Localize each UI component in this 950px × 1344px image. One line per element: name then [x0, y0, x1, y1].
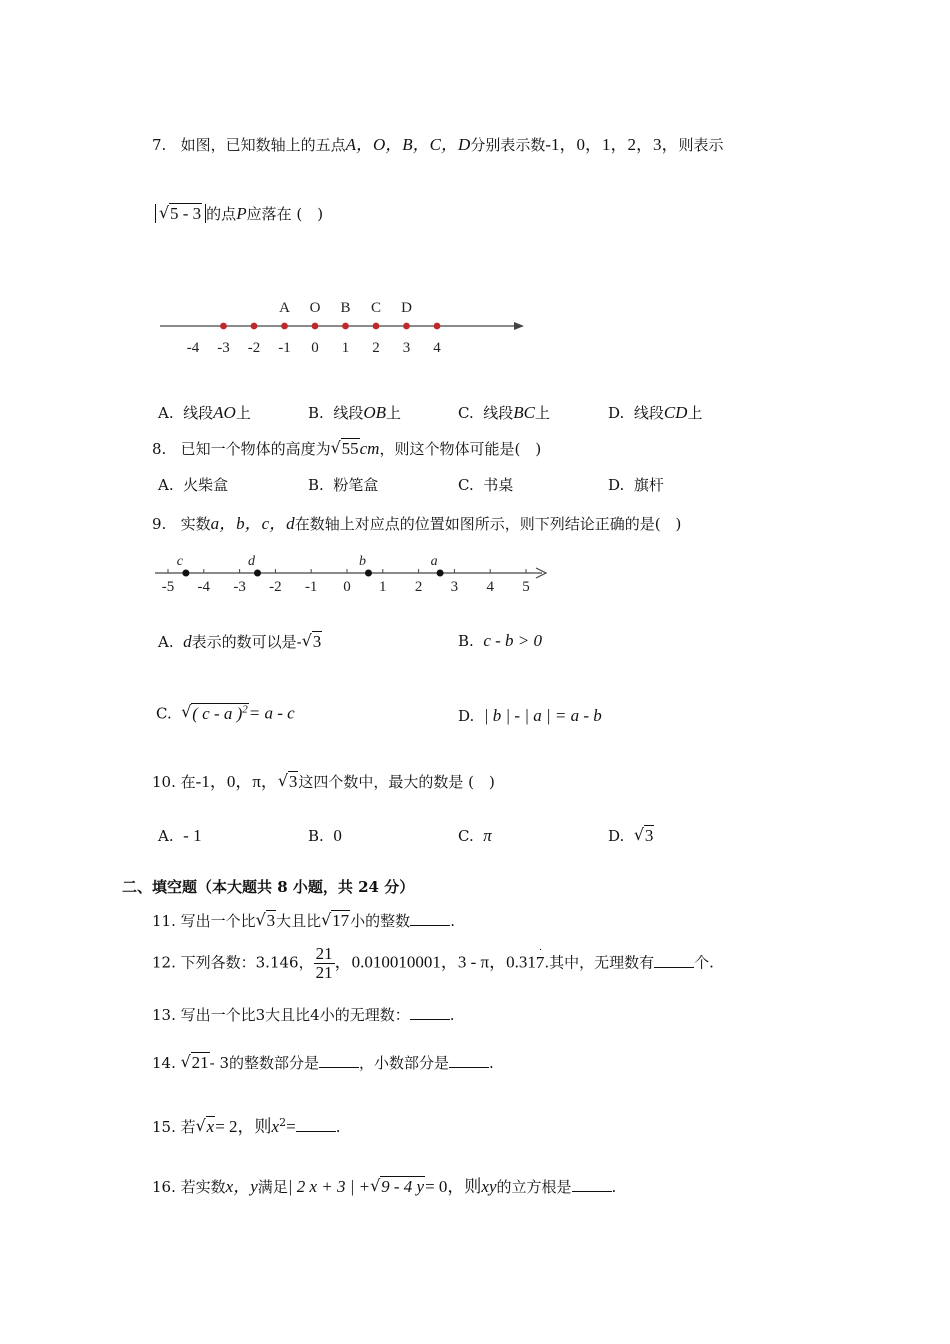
q9-dot-c	[182, 570, 189, 577]
q10-option-a[interactable]: A. - 1	[158, 826, 202, 845]
q7-line2	[155, 203, 323, 224]
q9-dot-a	[437, 570, 444, 577]
q8-option-c[interactable]: C. 书桌	[458, 476, 514, 494]
q11: 11. 写出一个比√ 3大且比√ 17小的整数 .	[152, 910, 455, 931]
q7-label-A: A	[279, 300, 290, 316]
q10-stem: 10. 在-1，0，π，√ 3这四个数中，最大的数是 ( )	[152, 767, 495, 792]
q7-label-O: O	[309, 300, 321, 316]
q9-tick-1: 1	[379, 579, 387, 595]
q7-tick-4: 4	[433, 340, 441, 356]
q14: 14. √ 21- 3的整数部分是 ，小数部分是 .	[152, 1052, 494, 1073]
q7-abs-expr	[155, 204, 206, 223]
q9-option-a[interactable]: A. d表示的数可以是-√ 3	[158, 631, 322, 652]
q11-blank[interactable]	[410, 911, 450, 926]
q7-tick-2: 2	[372, 340, 380, 356]
q16-blank[interactable]	[572, 1177, 612, 1192]
q7-option-c[interactable]: C. 线段BC上	[458, 403, 551, 422]
q8-stem: 8. 已知一个物体的高度为√ 55cm，则这个物体可能是( )	[152, 438, 541, 459]
q7-axis-arrow	[514, 322, 524, 330]
q9-label-b: b	[358, 554, 366, 569]
q16: 16. 若实数x，y满足| 2 x + 3 | +√ 9 - 4 y= 0，则xy的立方根是 .	[152, 1172, 616, 1197]
q7-line1	[152, 130, 724, 155]
q9-option-d[interactable]: D. | b | - | a | = a - b	[458, 706, 602, 725]
q10-option-b[interactable]: B. 0	[308, 826, 342, 845]
q15-blank[interactable]	[296, 1117, 336, 1132]
q7-dot-3	[403, 323, 410, 330]
q7-line2-end: 应落在 ( )	[246, 205, 324, 223]
q7-tick--4: -4	[186, 340, 200, 356]
q7-line2-post: 的点	[206, 205, 237, 223]
q9-dot-b	[365, 570, 372, 577]
q7-text-b: 分别表示数	[470, 136, 546, 154]
q10-option-c[interactable]: C. π	[458, 826, 492, 845]
q9-label-a: a	[430, 554, 438, 569]
q9-label-d: d	[248, 554, 255, 569]
q15: 15. 若√ x= 2，则$x^2=$ .	[152, 1112, 340, 1137]
q9-vars: a，b，c，d	[210, 514, 295, 533]
q9-stem: 9. 实数a，b，c，d在数轴上对应点的位置如图所示，则下列结论正确的是( )	[152, 514, 682, 533]
q7-tick-1: 1	[341, 340, 350, 356]
q12-fraction: $\frac{21}{21}$	[315, 944, 333, 982]
q12: 12. 下列各数：3.146， $\frac{21}{21}$ ，0.010010001，3 - π，0.317 · .其中，无理数有 个.	[152, 944, 714, 982]
q9-tick--1: -1	[304, 579, 318, 595]
q9-tick-0: 0	[343, 579, 351, 595]
q9-dot-d	[254, 570, 261, 577]
q7-tick--3: -3	[217, 340, 230, 356]
q9-tick-5: 5	[522, 579, 530, 595]
q7-dot-2	[373, 323, 380, 330]
q7-number: 7.	[152, 136, 167, 154]
q9-tick--4: -4	[197, 579, 211, 595]
q9-option-c[interactable]: C. √ ( c - a )$^2$= a - c	[156, 703, 295, 724]
section-2-title: 二、填空题（本大题共 8 小题，共 24 分）	[122, 878, 415, 896]
q7-point-p: P	[236, 204, 247, 223]
q7-label-D: D	[401, 300, 412, 316]
q7-dot--1	[281, 323, 288, 330]
q7-points: A，O，B，C，D	[345, 135, 471, 154]
q8-option-d[interactable]: D. 旗杆	[608, 476, 664, 494]
q9-tick-2: 2	[414, 579, 423, 595]
q9-tick--2: -2	[269, 579, 282, 595]
q10-option-d[interactable]: D. √ 3	[608, 826, 654, 846]
q8-option-b[interactable]: B. 粉笔盒	[308, 476, 379, 494]
q7-text-c: 则表示	[678, 136, 724, 154]
q7-dot--2	[251, 323, 258, 330]
q7-label-C: C	[370, 300, 382, 316]
q8-option-a[interactable]: A. 火柴盒	[158, 476, 229, 494]
q13: 13. 写出一个比3大且比4小的无理数： .	[152, 1006, 455, 1024]
q7-tick-0: 0	[311, 340, 319, 356]
q9-number-line	[150, 548, 560, 600]
q9-tick-4: 4	[486, 579, 494, 595]
q7-dot-4	[434, 323, 441, 330]
q9-tick--3: -3	[233, 579, 246, 595]
q14-blank-1[interactable]	[319, 1053, 359, 1068]
q9-tick-3: 3	[450, 579, 459, 595]
q8-radical: 55	[341, 439, 359, 458]
q7-number-line	[150, 290, 540, 365]
q7-numbers: -1，0，1，2，3，	[545, 135, 679, 154]
q7-dot-0	[312, 323, 319, 330]
q7-option-a[interactable]: A. 线段AO上	[158, 403, 251, 422]
q7-text-a: 如图，已知数轴上的五点	[180, 136, 346, 154]
q7-tick-3: 3	[402, 340, 411, 356]
q7-option-b[interactable]: B. 线段OB上	[308, 403, 402, 422]
q12-repeating-digit: 7 ·	[535, 944, 545, 972]
q12-blank[interactable]	[654, 953, 694, 968]
q7-tick--2: -2	[247, 340, 261, 356]
q8-unit: cm	[359, 439, 380, 458]
q9-label-c: c	[176, 554, 184, 569]
q7-dot--3	[220, 323, 227, 330]
q7-label-B: B	[340, 300, 351, 316]
q9-option-b[interactable]: B. c - b > 0	[458, 631, 543, 650]
q7-radical: 5 - 3	[170, 204, 202, 223]
q14-blank-2[interactable]	[449, 1053, 489, 1068]
q7-tick--1: -1	[278, 340, 291, 356]
q7-option-d[interactable]: D. 线段CD上	[608, 403, 703, 422]
q9-tick--5: -5	[161, 579, 175, 595]
q13-blank[interactable]	[410, 1005, 450, 1020]
q7-dot-1	[342, 323, 349, 330]
